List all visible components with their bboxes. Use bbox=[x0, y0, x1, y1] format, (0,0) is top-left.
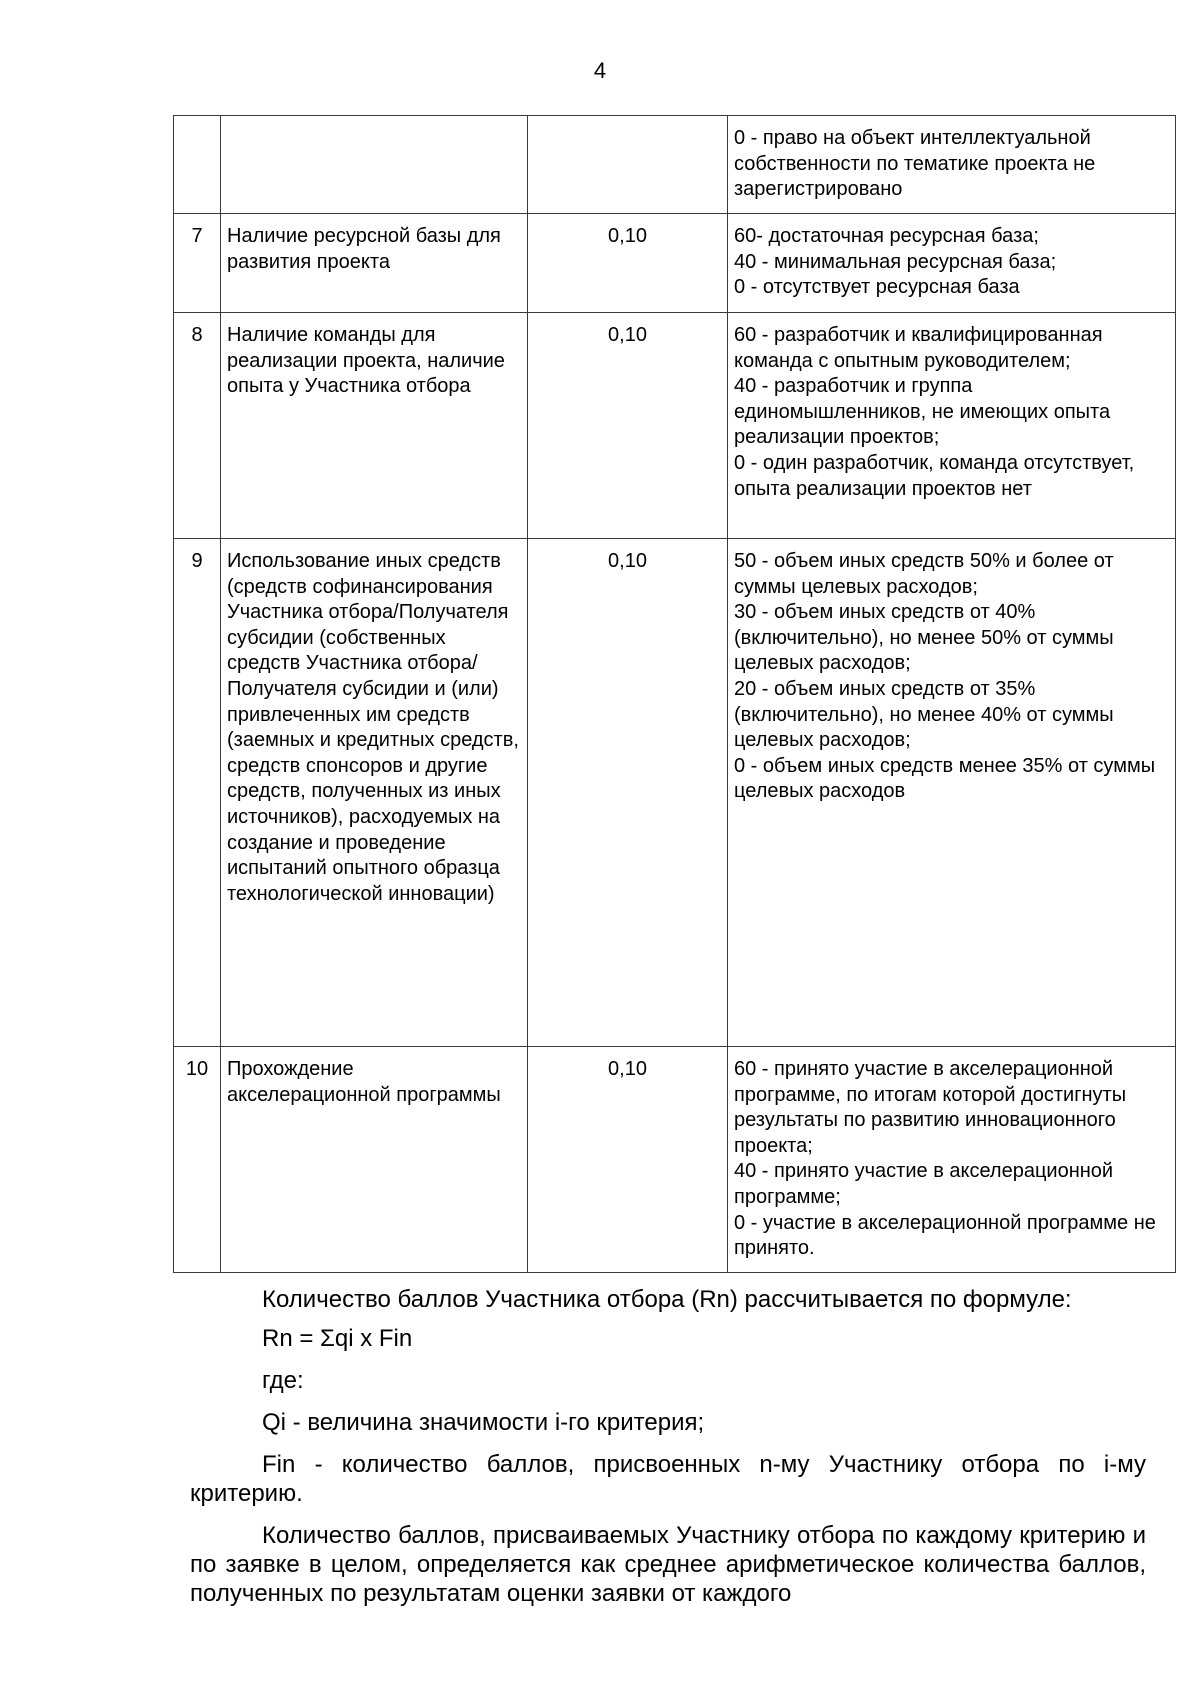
criterion-name bbox=[221, 116, 528, 214]
criterion-scores bbox=[728, 116, 1176, 214]
criterion-weight: 0,10 bbox=[528, 313, 728, 539]
score-line: 20 - объем иных средств от 35% (включительно), но менее 40% от суммы целевых расходов; bbox=[734, 677, 1114, 752]
definition-qi: Qi - величина значимости i-го критерия; bbox=[262, 1409, 705, 1436]
row-number: 8 bbox=[174, 313, 221, 539]
formula: Rn = Σqi x Fin bbox=[262, 1325, 413, 1352]
body-text bbox=[190, 1285, 1146, 1608]
closing-paragraph: Количество баллов, присваиваемых Участнику отбора по каждому критерию и по заявке в целом, определяется как среднее арифметическое количества баллов, полученных по результатам оценки заявки от каждого bbox=[190, 1522, 1146, 1607]
score-line: 40 - минимальная ресурсная база; bbox=[734, 250, 1057, 273]
criterion-weight: 0,10 bbox=[528, 214, 728, 313]
table-row bbox=[174, 1047, 1176, 1273]
score-line: 0 - право на объект интеллектуальной собственности по тематике проекта не зарегистрировано bbox=[734, 127, 1096, 201]
criterion-name: Наличие ресурсной базы для развития проекта bbox=[221, 214, 528, 313]
formula-intro-paragraph: Количество баллов Участника отбора (Rn) рассчитывается по формуле: bbox=[262, 1286, 1072, 1313]
definition-fin: Fin - количество баллов, присвоенных n-му Участнику отбора по i-му критерию. bbox=[190, 1451, 1146, 1507]
table-row bbox=[174, 313, 1176, 539]
row-number: 10 bbox=[174, 1047, 221, 1273]
score-line: 50 - объем иных средств 50% и более от суммы целевых расходов; bbox=[734, 550, 1114, 598]
score-line: 40 - принято участие в акселерационной программе; bbox=[734, 1160, 1114, 1208]
score-line: 60- достаточная ресурсная база; bbox=[734, 225, 1039, 247]
table-row bbox=[174, 116, 1176, 214]
score-line: 60 - принято участие в акселерационной программе, по итогам которой достигнуты результаты по развитию инновационного проекта; bbox=[734, 1058, 1127, 1157]
criterion-weight bbox=[528, 116, 728, 214]
criterion-weight: 0,10 bbox=[528, 539, 728, 1047]
score-line: 60 - разработчик и квалифицированная команда с опытным руководителем; bbox=[734, 324, 1103, 372]
page-number: 4 bbox=[593, 58, 607, 83]
where-label: где: bbox=[262, 1367, 304, 1394]
criterion-scores bbox=[728, 1047, 1176, 1273]
score-line: 0 - один разработчик, команда отсутствует, опыта реализации проектов нет bbox=[734, 451, 1135, 500]
criterion-name: Наличие команды для реализации проекта, наличие опыта у Участника отбора bbox=[221, 313, 528, 539]
row-number: 7 bbox=[174, 214, 221, 313]
score-line: 0 - объем иных средств менее 35% от суммы целевых расходов bbox=[734, 754, 1156, 803]
criterion-weight: 0,10 bbox=[528, 1047, 728, 1273]
score-line: 30 - объем иных средств от 40% (включительно), но менее 50% от суммы целевых расходов; bbox=[734, 601, 1114, 675]
score-line: 0 - участие в акселерационной программе не принято. bbox=[734, 1211, 1156, 1260]
criterion-scores bbox=[728, 539, 1176, 1047]
row-number bbox=[174, 116, 221, 214]
table-row bbox=[174, 214, 1176, 313]
table-row bbox=[174, 539, 1176, 1047]
criterion-name: Прохождение акселерационной программы bbox=[221, 1047, 528, 1273]
criterion-name: Использование иных средств (средств софинансирования Участника отбора/Получателя субсидии (собственных средств Участника отбора/Получателя субсидии и (или) привлеченных им средств (заемных и кредитных средств, средств спонсоров и другие средств, полученных из иных источников), расходуемых на создание и проведение испытаний опытного образца технологической инновации) bbox=[221, 539, 528, 1047]
criterion-scores bbox=[728, 214, 1176, 313]
criterion-scores bbox=[728, 313, 1176, 539]
score-line: 40 - разработчик и группа единомышленников, не имеющих опыта реализации проектов; bbox=[734, 375, 1111, 449]
score-line: 0 - отсутствует ресурсная база bbox=[734, 276, 1020, 299]
row-number: 9 bbox=[174, 539, 221, 1047]
criteria-table bbox=[173, 115, 1176, 1273]
